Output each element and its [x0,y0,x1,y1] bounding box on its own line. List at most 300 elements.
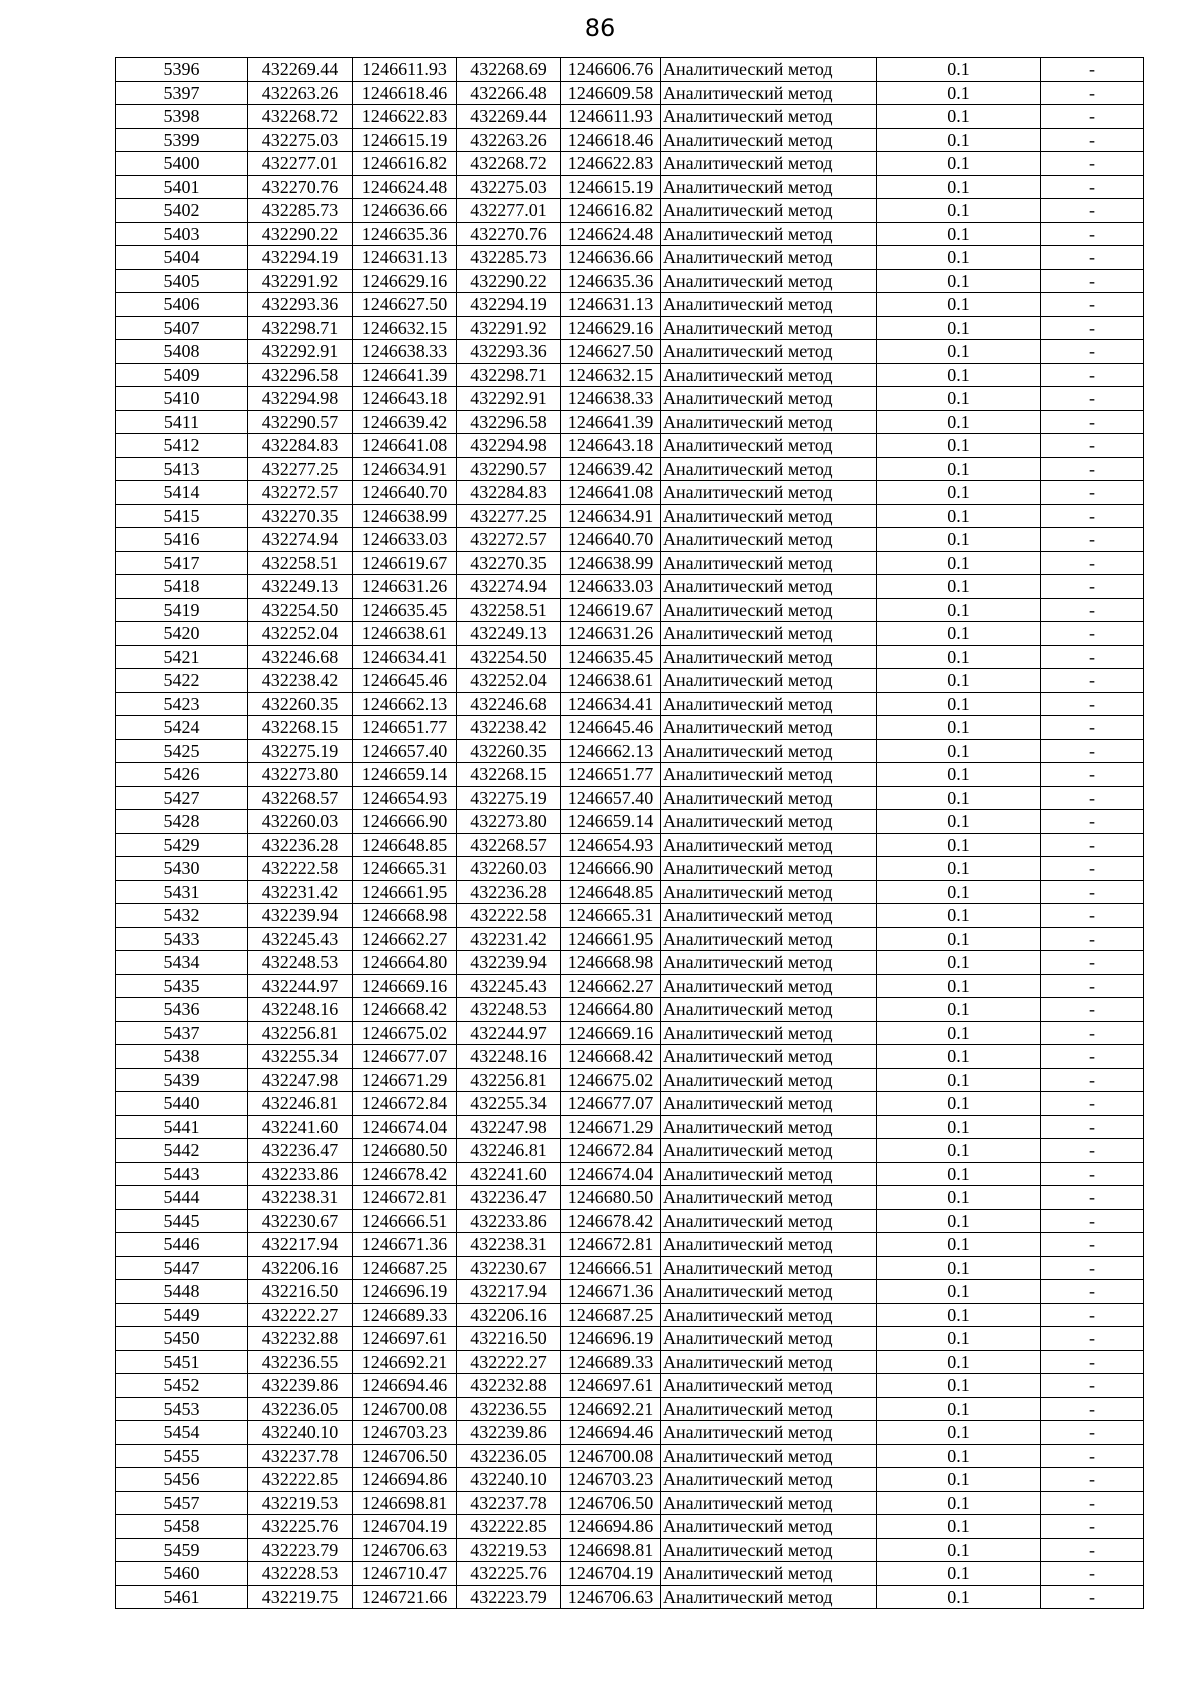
table-body [116,58,1144,1609]
table-row [116,457,1144,481]
precision-cell: 0.1 [877,833,1041,857]
table-row [116,1280,1144,1304]
prev-x-cell: 432225.76 [457,1562,561,1586]
precision-cell: 0.1 [877,410,1041,434]
page-number: 86 [584,14,616,42]
y-cell: 1246680.50 [353,1139,457,1163]
note-cell: - [1041,1562,1144,1586]
method-cell: Аналитический метод [661,1092,877,1116]
prev-y-cell: 1246654.93 [561,833,661,857]
prev-x-cell: 432222.58 [457,904,561,928]
point-number-cell: 5442 [116,1139,248,1163]
prev-x-cell: 432219.53 [457,1538,561,1562]
prev-y-cell: 1246671.36 [561,1280,661,1304]
point-number-cell: 5403 [116,222,248,246]
y-cell: 1246619.67 [353,551,457,575]
point-number-cell: 5396 [116,58,248,82]
prev-y-cell: 1246672.81 [561,1233,661,1257]
y-cell: 1246615.19 [353,128,457,152]
method-cell: Аналитический метод [661,222,877,246]
point-number-cell: 5455 [116,1444,248,1468]
note-cell: - [1041,363,1144,387]
x-cell: 432268.15 [248,716,353,740]
prev-x-cell: 432298.71 [457,363,561,387]
y-cell: 1246694.86 [353,1468,457,1492]
x-cell: 432244.97 [248,974,353,998]
point-number-cell: 5406 [116,293,248,317]
prev-y-cell: 1246629.16 [561,316,661,340]
precision-cell: 0.1 [877,951,1041,975]
method-cell: Аналитический метод [661,457,877,481]
table-row [116,58,1144,82]
precision-cell: 0.1 [877,575,1041,599]
method-cell: Аналитический метод [661,1021,877,1045]
x-cell: 432294.19 [248,246,353,270]
method-cell: Аналитический метод [661,1468,877,1492]
note-cell: - [1041,951,1144,975]
method-cell: Аналитический метод [661,81,877,105]
precision-cell: 0.1 [877,927,1041,951]
y-cell: 1246657.40 [353,739,457,763]
prev-x-cell: 432239.86 [457,1421,561,1445]
prev-y-cell: 1246627.50 [561,340,661,364]
precision-cell: 0.1 [877,199,1041,223]
prev-x-cell: 432291.92 [457,316,561,340]
precision-cell: 0.1 [877,504,1041,528]
x-cell: 432222.85 [248,1468,353,1492]
precision-cell: 0.1 [877,551,1041,575]
prev-y-cell: 1246643.18 [561,434,661,458]
note-cell: - [1041,645,1144,669]
table-row [116,1421,1144,1445]
precision-cell: 0.1 [877,1468,1041,1492]
y-cell: 1246616.82 [353,152,457,176]
point-number-cell: 5414 [116,481,248,505]
method-cell: Аналитический метод [661,1162,877,1186]
note-cell: - [1041,199,1144,223]
precision-cell: 0.1 [877,363,1041,387]
prev-y-cell: 1246678.42 [561,1209,661,1233]
y-cell: 1246659.14 [353,763,457,787]
method-cell: Аналитический метод [661,551,877,575]
y-cell: 1246632.15 [353,316,457,340]
precision-cell: 0.1 [877,1209,1041,1233]
table-row [116,1162,1144,1186]
point-number-cell: 5436 [116,998,248,1022]
prev-x-cell: 432230.67 [457,1256,561,1280]
method-cell: Аналитический метод [661,1303,877,1327]
point-number-cell: 5458 [116,1515,248,1539]
note-cell: - [1041,1162,1144,1186]
x-cell: 432260.35 [248,692,353,716]
prev-x-cell: 432248.53 [457,998,561,1022]
precision-cell: 0.1 [877,880,1041,904]
table-row [116,410,1144,434]
method-cell: Аналитический метод [661,58,877,82]
precision-cell: 0.1 [877,481,1041,505]
precision-cell: 0.1 [877,1256,1041,1280]
prev-x-cell: 432266.48 [457,81,561,105]
note-cell: - [1041,105,1144,129]
point-number-cell: 5448 [116,1280,248,1304]
x-cell: 432240.10 [248,1421,353,1445]
table-row [116,1209,1144,1233]
precision-cell: 0.1 [877,128,1041,152]
prev-y-cell: 1246661.95 [561,927,661,951]
note-cell: - [1041,1045,1144,1069]
y-cell: 1246633.03 [353,528,457,552]
table-row [116,152,1144,176]
point-number-cell: 5435 [116,974,248,998]
precision-cell: 0.1 [877,810,1041,834]
table-row [116,1233,1144,1257]
x-cell: 432294.98 [248,387,353,411]
note-cell: - [1041,1233,1144,1257]
y-cell: 1246689.33 [353,1303,457,1327]
note-cell: - [1041,81,1144,105]
y-cell: 1246704.19 [353,1515,457,1539]
precision-cell: 0.1 [877,786,1041,810]
prev-y-cell: 1246697.61 [561,1374,661,1398]
prev-x-cell: 432268.57 [457,833,561,857]
point-number-cell: 5407 [116,316,248,340]
note-cell: - [1041,551,1144,575]
y-cell: 1246696.19 [353,1280,457,1304]
x-cell: 432237.78 [248,1444,353,1468]
method-cell: Аналитический метод [661,739,877,763]
point-number-cell: 5423 [116,692,248,716]
prev-y-cell: 1246640.70 [561,528,661,552]
note-cell: - [1041,1327,1144,1351]
coordinates-table [115,57,1144,1609]
point-number-cell: 5398 [116,105,248,129]
point-number-cell: 5450 [116,1327,248,1351]
note-cell: - [1041,1491,1144,1515]
point-number-cell: 5416 [116,528,248,552]
prev-y-cell: 1246615.19 [561,175,661,199]
point-number-cell: 5400 [116,152,248,176]
precision-cell: 0.1 [877,105,1041,129]
point-number-cell: 5432 [116,904,248,928]
table-row [116,269,1144,293]
x-cell: 432277.01 [248,152,353,176]
method-cell: Аналитический метод [661,645,877,669]
point-number-cell: 5410 [116,387,248,411]
precision-cell: 0.1 [877,763,1041,787]
point-number-cell: 5446 [116,1233,248,1257]
note-cell: - [1041,1280,1144,1304]
x-cell: 432255.34 [248,1045,353,1069]
y-cell: 1246627.50 [353,293,457,317]
precision-cell: 0.1 [877,81,1041,105]
x-cell: 432252.04 [248,622,353,646]
precision-cell: 0.1 [877,1538,1041,1562]
point-number-cell: 5415 [116,504,248,528]
prev-y-cell: 1246662.13 [561,739,661,763]
x-cell: 432245.43 [248,927,353,951]
x-cell: 432231.42 [248,880,353,904]
point-number-cell: 5431 [116,880,248,904]
method-cell: Аналитический метод [661,1374,877,1398]
table-row [116,669,1144,693]
prev-x-cell: 432241.60 [457,1162,561,1186]
y-cell: 1246672.81 [353,1186,457,1210]
method-cell: Аналитический метод [661,1421,877,1445]
note-cell: - [1041,1139,1144,1163]
table-row [116,1045,1144,1069]
prev-x-cell: 432290.22 [457,269,561,293]
prev-y-cell: 1246675.02 [561,1068,661,1092]
y-cell: 1246671.29 [353,1068,457,1092]
precision-cell: 0.1 [877,1068,1041,1092]
point-number-cell: 5459 [116,1538,248,1562]
precision-cell: 0.1 [877,1444,1041,1468]
y-cell: 1246697.61 [353,1327,457,1351]
method-cell: Аналитический метод [661,1562,877,1586]
method-cell: Аналитический метод [661,716,877,740]
table-row [116,622,1144,646]
prev-y-cell: 1246635.36 [561,269,661,293]
prev-y-cell: 1246706.63 [561,1585,661,1609]
table-row [116,81,1144,105]
precision-cell: 0.1 [877,1045,1041,1069]
point-number-cell: 5424 [116,716,248,740]
y-cell: 1246662.27 [353,927,457,951]
precision-cell: 0.1 [877,175,1041,199]
note-cell: - [1041,880,1144,904]
x-cell: 432273.80 [248,763,353,787]
y-cell: 1246640.70 [353,481,457,505]
method-cell: Аналитический метод [661,1538,877,1562]
table-row [116,904,1144,928]
prev-x-cell: 432275.19 [457,786,561,810]
prev-x-cell: 432246.81 [457,1139,561,1163]
x-cell: 432275.03 [248,128,353,152]
note-cell: - [1041,387,1144,411]
precision-cell: 0.1 [877,1327,1041,1351]
method-cell: Аналитический метод [661,575,877,599]
table-row [116,1115,1144,1139]
prev-x-cell: 432206.16 [457,1303,561,1327]
y-cell: 1246641.39 [353,363,457,387]
point-number-cell: 5404 [116,246,248,270]
prev-y-cell: 1246641.08 [561,481,661,505]
prev-y-cell: 1246672.84 [561,1139,661,1163]
point-number-cell: 5408 [116,340,248,364]
prev-y-cell: 1246622.83 [561,152,661,176]
table-row [116,810,1144,834]
x-cell: 432241.60 [248,1115,353,1139]
x-cell: 432292.91 [248,340,353,364]
x-cell: 432239.86 [248,1374,353,1398]
point-number-cell: 5417 [116,551,248,575]
table-row [116,128,1144,152]
note-cell: - [1041,316,1144,340]
prev-y-cell: 1246696.19 [561,1327,661,1351]
x-cell: 432222.58 [248,857,353,881]
prev-x-cell: 432277.01 [457,199,561,223]
y-cell: 1246678.42 [353,1162,457,1186]
prev-y-cell: 1246634.91 [561,504,661,528]
prev-y-cell: 1246659.14 [561,810,661,834]
x-cell: 432238.31 [248,1186,353,1210]
point-number-cell: 5401 [116,175,248,199]
prev-x-cell: 432263.26 [457,128,561,152]
y-cell: 1246629.16 [353,269,457,293]
point-number-cell: 5427 [116,786,248,810]
y-cell: 1246674.04 [353,1115,457,1139]
method-cell: Аналитический метод [661,1068,877,1092]
method-cell: Аналитический метод [661,434,877,458]
note-cell: - [1041,763,1144,787]
prev-y-cell: 1246657.40 [561,786,661,810]
precision-cell: 0.1 [877,1515,1041,1539]
prev-y-cell: 1246666.51 [561,1256,661,1280]
precision-cell: 0.1 [877,1280,1041,1304]
table-row [116,716,1144,740]
x-cell: 432236.47 [248,1139,353,1163]
prev-x-cell: 432236.28 [457,880,561,904]
table-row [116,645,1144,669]
precision-cell: 0.1 [877,1303,1041,1327]
x-cell: 432275.19 [248,739,353,763]
note-cell: - [1041,528,1144,552]
precision-cell: 0.1 [877,246,1041,270]
y-cell: 1246638.33 [353,340,457,364]
note-cell: - [1041,622,1144,646]
method-cell: Аналитический метод [661,481,877,505]
table-row [116,1139,1144,1163]
y-cell: 1246639.42 [353,410,457,434]
y-cell: 1246634.41 [353,645,457,669]
point-number-cell: 5439 [116,1068,248,1092]
precision-cell: 0.1 [877,387,1041,411]
prev-y-cell: 1246674.04 [561,1162,661,1186]
point-number-cell: 5440 [116,1092,248,1116]
note-cell: - [1041,269,1144,293]
x-cell: 432284.83 [248,434,353,458]
prev-x-cell: 432236.55 [457,1397,561,1421]
y-cell: 1246662.13 [353,692,457,716]
point-number-cell: 5461 [116,1585,248,1609]
note-cell: - [1041,904,1144,928]
point-number-cell: 5422 [116,669,248,693]
note-cell: - [1041,810,1144,834]
note-cell: - [1041,669,1144,693]
method-cell: Аналитический метод [661,974,877,998]
method-cell: Аналитический метод [661,1327,877,1351]
note-cell: - [1041,927,1144,951]
x-cell: 432290.22 [248,222,353,246]
note-cell: - [1041,1303,1144,1327]
precision-cell: 0.1 [877,222,1041,246]
prev-y-cell: 1246632.15 [561,363,661,387]
precision-cell: 0.1 [877,1115,1041,1139]
note-cell: - [1041,1209,1144,1233]
y-cell: 1246638.99 [353,504,457,528]
x-cell: 432277.25 [248,457,353,481]
prev-y-cell: 1246668.98 [561,951,661,975]
prev-y-cell: 1246671.29 [561,1115,661,1139]
method-cell: Аналитический метод [661,105,877,129]
prev-y-cell: 1246687.25 [561,1303,661,1327]
method-cell: Аналитический метод [661,1280,877,1304]
point-number-cell: 5447 [116,1256,248,1280]
y-cell: 1246665.31 [353,857,457,881]
y-cell: 1246668.98 [353,904,457,928]
point-number-cell: 5456 [116,1468,248,1492]
method-cell: Аналитический метод [661,1233,877,1257]
method-cell: Аналитический метод [661,1115,877,1139]
y-cell: 1246694.46 [353,1374,457,1398]
table-row [116,1538,1144,1562]
precision-cell: 0.1 [877,1233,1041,1257]
y-cell: 1246648.85 [353,833,457,857]
prev-x-cell: 432239.94 [457,951,561,975]
precision-cell: 0.1 [877,1421,1041,1445]
method-cell: Аналитический метод [661,269,877,293]
table-row [116,1444,1144,1468]
point-number-cell: 5418 [116,575,248,599]
note-cell: - [1041,598,1144,622]
point-number-cell: 5433 [116,927,248,951]
prev-y-cell: 1246664.80 [561,998,661,1022]
note-cell: - [1041,1444,1144,1468]
x-cell: 432236.28 [248,833,353,857]
y-cell: 1246698.81 [353,1491,457,1515]
note-cell: - [1041,128,1144,152]
x-cell: 432236.05 [248,1397,353,1421]
precision-cell: 0.1 [877,716,1041,740]
prev-x-cell: 432268.72 [457,152,561,176]
x-cell: 432269.44 [248,58,353,82]
precision-cell: 0.1 [877,1491,1041,1515]
precision-cell: 0.1 [877,1162,1041,1186]
prev-x-cell: 432275.03 [457,175,561,199]
point-number-cell: 5437 [116,1021,248,1045]
y-cell: 1246666.51 [353,1209,457,1233]
y-cell: 1246661.95 [353,880,457,904]
prev-y-cell: 1246638.61 [561,669,661,693]
prev-y-cell: 1246665.31 [561,904,661,928]
prev-x-cell: 432238.31 [457,1233,561,1257]
precision-cell: 0.1 [877,340,1041,364]
prev-x-cell: 432292.91 [457,387,561,411]
prev-y-cell: 1246677.07 [561,1092,661,1116]
prev-x-cell: 432236.05 [457,1444,561,1468]
point-number-cell: 5430 [116,857,248,881]
method-cell: Аналитический метод [661,927,877,951]
method-cell: Аналитический метод [661,951,877,975]
prev-y-cell: 1246639.42 [561,457,661,481]
table-row [116,692,1144,716]
method-cell: Аналитический метод [661,598,877,622]
x-cell: 432248.53 [248,951,353,975]
point-number-cell: 5452 [116,1374,248,1398]
precision-cell: 0.1 [877,528,1041,552]
table-row [116,1491,1144,1515]
prev-x-cell: 432238.42 [457,716,561,740]
precision-cell: 0.1 [877,1585,1041,1609]
point-number-cell: 5399 [116,128,248,152]
table-row [116,1186,1144,1210]
prev-x-cell: 432284.83 [457,481,561,505]
point-number-cell: 5402 [116,199,248,223]
method-cell: Аналитический метод [661,1186,877,1210]
point-number-cell: 5438 [116,1045,248,1069]
note-cell: - [1041,58,1144,82]
table-row [116,504,1144,528]
